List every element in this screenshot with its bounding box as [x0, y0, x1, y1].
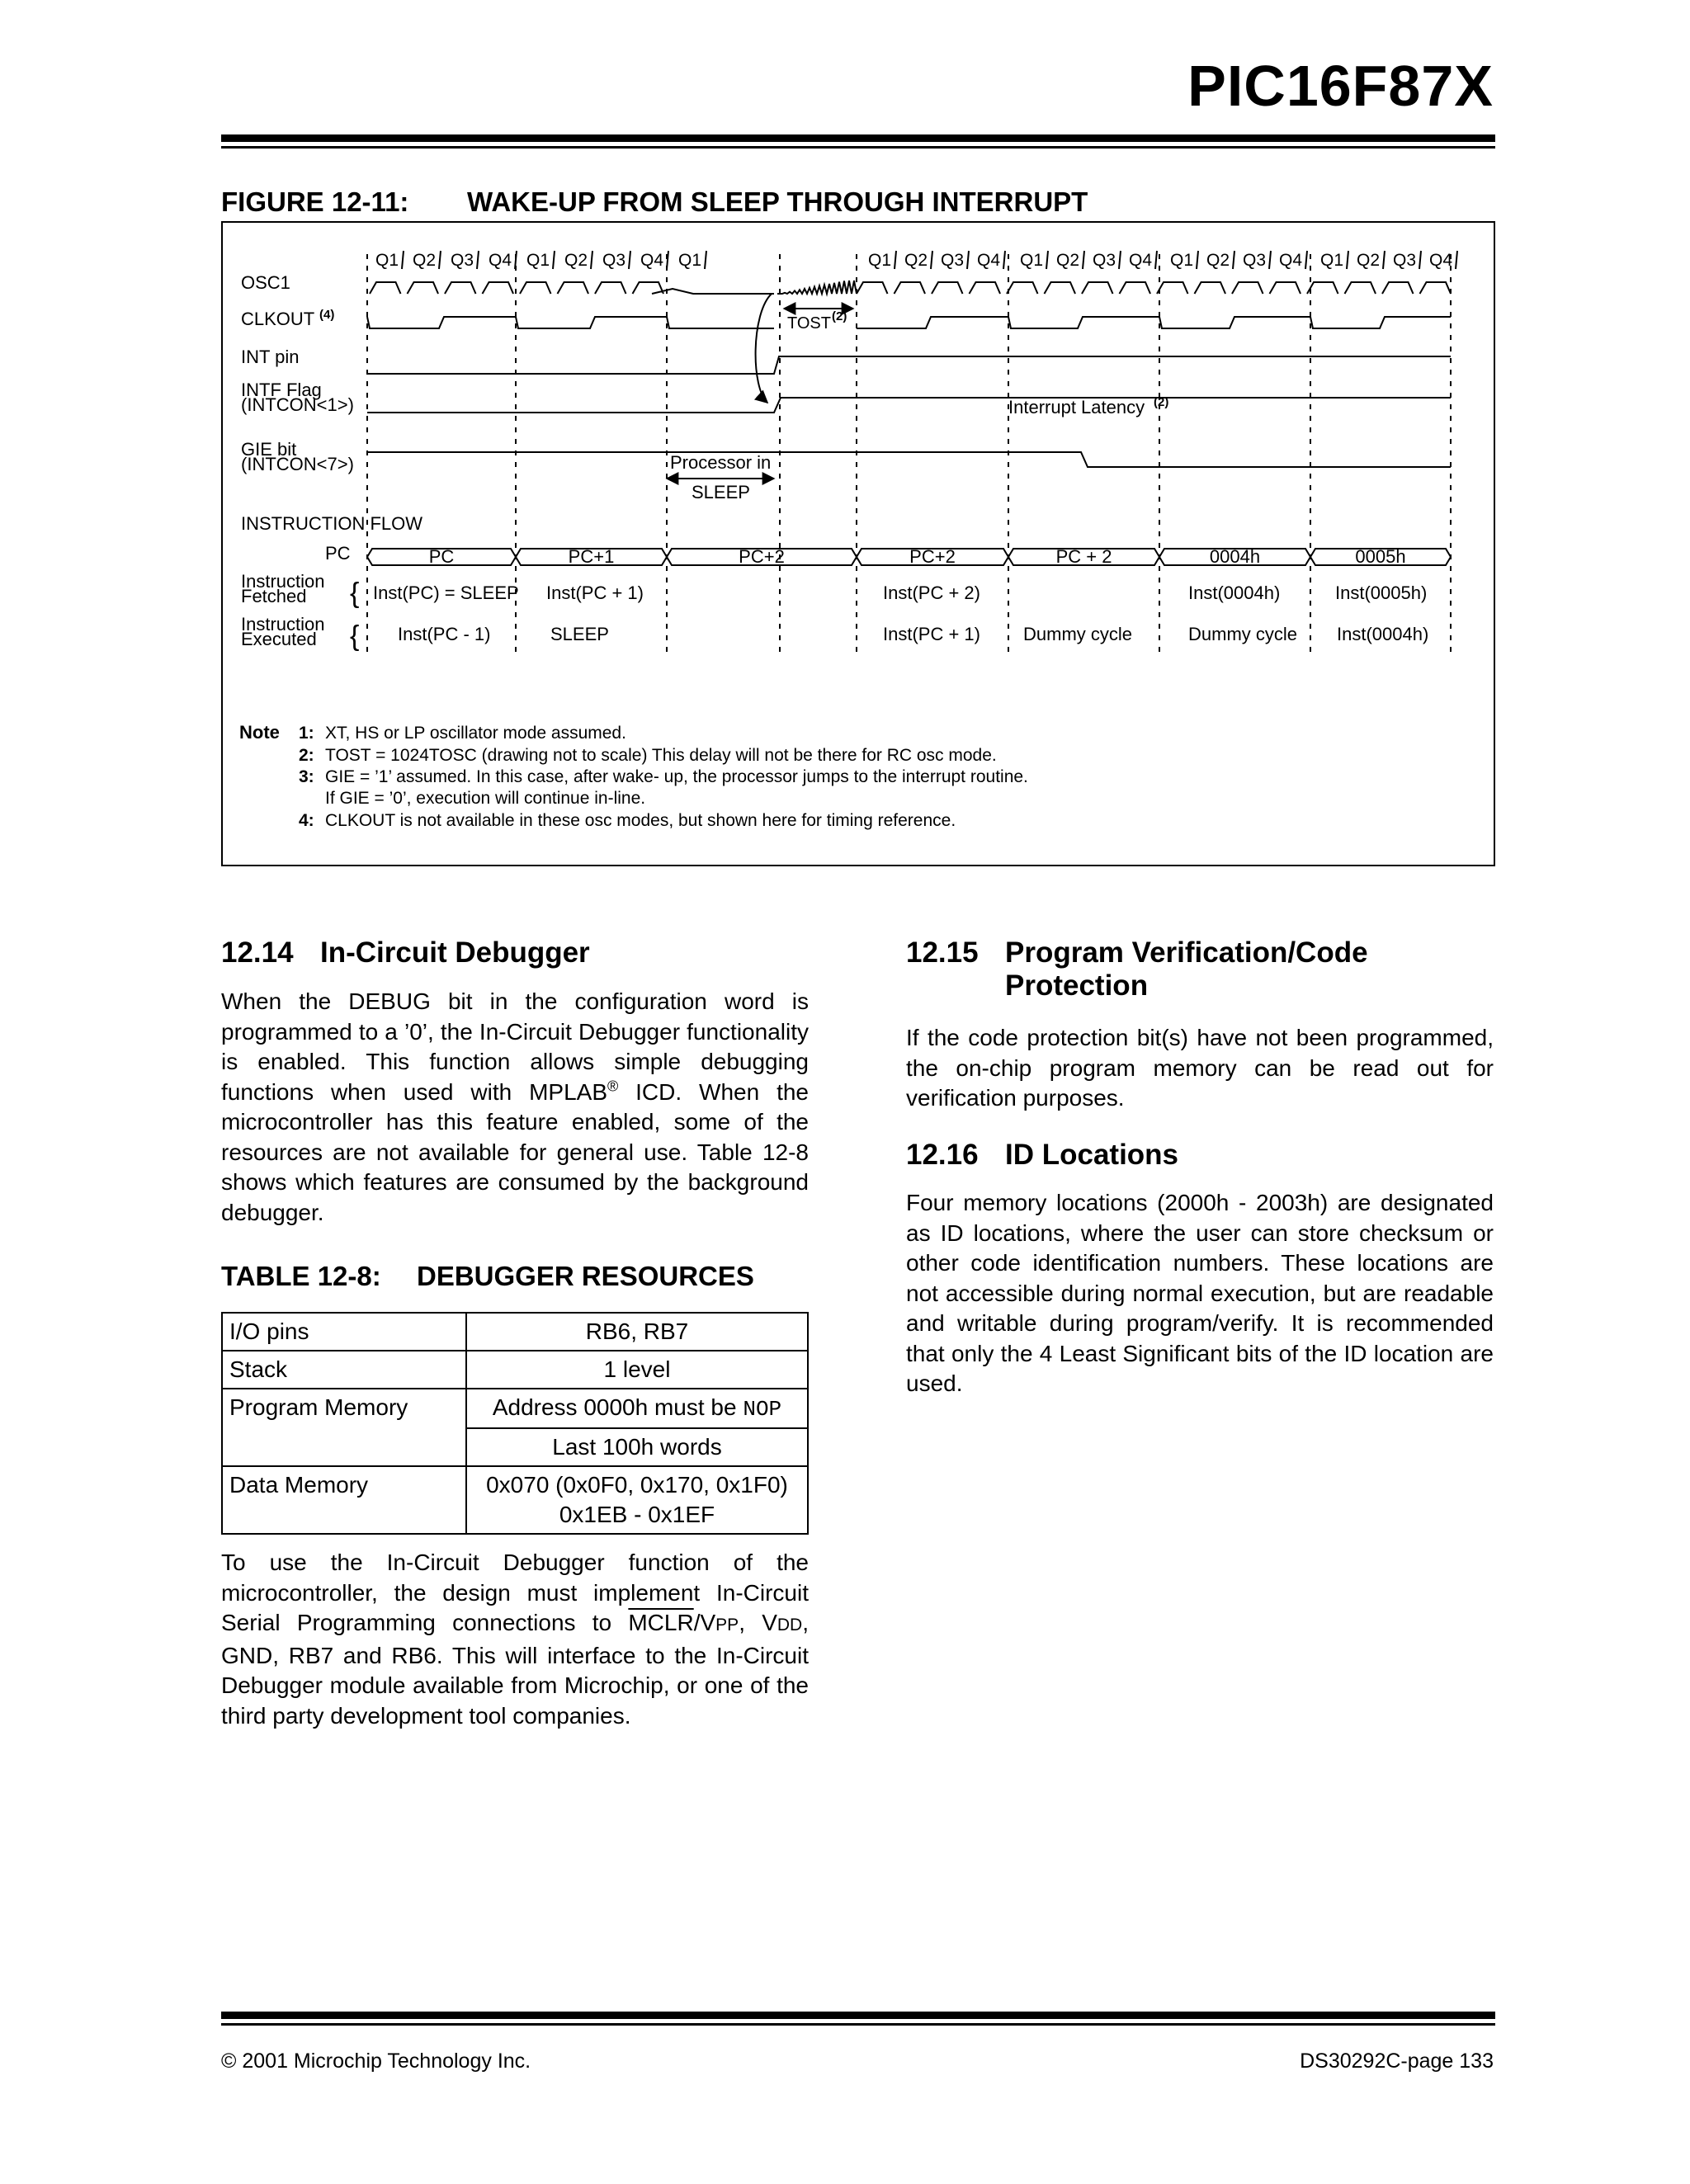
q-label: Q2: [904, 251, 928, 270]
q-label: Q4: [640, 251, 664, 270]
vpp-subscript: PP: [715, 1616, 739, 1634]
label-inst-exec-2: Executed: [241, 629, 317, 649]
note-text: XT, HS or LP oscillator mode assumed.: [325, 724, 626, 743]
label-inst-fetched-2: Fetched: [241, 586, 307, 606]
section-12-14-para2: [221, 1548, 809, 1731]
q-tick: [591, 251, 592, 269]
notes-label: Note: [239, 722, 280, 743]
q-label: Q4: [489, 251, 512, 270]
executed-instruction: Inst(0004h): [1337, 624, 1429, 644]
label-intf-reg: (INTCON<1>): [241, 394, 354, 415]
executed-row: [398, 624, 1428, 644]
gie-bit-waveform: [367, 452, 1451, 467]
clkout-path: [367, 317, 1451, 328]
q-label: Q1: [1320, 251, 1344, 270]
para-text: , V: [739, 1610, 777, 1635]
header-rule-thick: [221, 134, 1495, 142]
table-cell: I/O pins: [222, 1313, 466, 1351]
table-row: [222, 1389, 808, 1428]
table-cell: Last 100h words: [466, 1428, 808, 1466]
section-number: 12.15: [906, 936, 979, 969]
int-to-intf-arrow: [756, 294, 772, 403]
q-tick: [1155, 251, 1157, 269]
q-label: Q3: [602, 251, 626, 270]
interrupt-latency-sup: (2): [1154, 395, 1169, 409]
q-tick: [1046, 251, 1048, 269]
q-label: Q4: [1129, 251, 1153, 270]
q-label: Q4: [1429, 251, 1453, 270]
q-label: Q2: [564, 251, 588, 270]
para-text: /V: [693, 1610, 716, 1635]
q-label: Q2: [1206, 251, 1230, 270]
q-label: Q2: [1357, 251, 1381, 270]
table-cell: [466, 1466, 808, 1534]
q-tick: [1233, 251, 1234, 269]
note-key: 2:: [299, 746, 314, 765]
note-text: GIE = ’1’ assumed. In this case, after wake- up, the processor jumps to the interrupt routine.: [325, 767, 1028, 786]
cell-code: NOP: [743, 1397, 782, 1422]
pc-value: PC + 2: [1055, 546, 1112, 567]
pc-value: PC+1: [568, 546, 615, 567]
label-pc: PC: [325, 543, 351, 564]
section-number: 12.16: [906, 1139, 979, 1171]
table-title: DEBUGGER RESOURCES: [417, 1261, 754, 1291]
q-tick: [1456, 251, 1457, 269]
section-title-cont: Protection: [1005, 969, 1149, 1002]
executed-instruction: Dummy cycle: [1023, 624, 1133, 644]
pc-value: PC+2: [739, 546, 785, 567]
label-clkout: CLKOUT: [241, 309, 315, 329]
fetched-instruction: Inst(0005h): [1335, 583, 1428, 603]
table-cell: [466, 1389, 808, 1428]
q-label: Q1: [1020, 251, 1044, 270]
footer-rule-thin: [221, 2023, 1495, 2026]
q-tick: [477, 251, 479, 269]
section-title: Program Verification/Code: [1005, 936, 1368, 969]
q-label: Q3: [451, 251, 474, 270]
note-text: If GIE = ’0’, execution will continue in-line.: [325, 789, 646, 808]
q-label: Q1: [1170, 251, 1194, 270]
executed-brace: {: [350, 620, 360, 652]
timing-diagram: [223, 223, 1494, 865]
pc-value: 0005h: [1355, 546, 1406, 567]
label-gie-bit: GIE bit: [241, 439, 297, 460]
q-label: Q2: [413, 251, 437, 270]
registered-mark: ®: [607, 1078, 619, 1095]
label-clkout-sup: (4): [319, 308, 335, 322]
section-number: 12.14: [221, 936, 294, 969]
fetched-instruction: Inst(0004h): [1188, 583, 1281, 603]
q-tick: [967, 251, 969, 269]
label-inst-fetched-1: Instruction: [241, 571, 325, 592]
note-key: 4:: [299, 811, 314, 830]
tost-label: TOST: [787, 314, 831, 333]
q-tick: [1305, 251, 1307, 269]
processor-in-label: Processor in: [670, 452, 772, 473]
note-text: CLKOUT is not available in these osc modes, but shown here for timing reference.: [325, 811, 956, 830]
vdd-subscript: DD: [777, 1616, 803, 1634]
note-key: 3:: [299, 767, 314, 786]
page-header-title: PIC16F87X: [1187, 54, 1494, 118]
fetched-instruction: Inst(PC + 1): [546, 583, 644, 603]
clkout-waveform: [367, 317, 1451, 328]
figure-title: WAKE-UP FROM SLEEP THROUGH INTERRUPT: [467, 186, 1088, 217]
executed-instruction: Dummy cycle: [1188, 624, 1298, 644]
table-cell: Data Memory: [222, 1466, 466, 1534]
section-12-15-para: If the code protection bit(s) have not been programmed, the on-chip program memory can be read out for verification purposes.: [906, 1025, 1494, 1111]
q-tick: [1197, 251, 1198, 269]
q-tick: [931, 251, 932, 269]
fetched-instruction: Inst(PC + 2): [883, 583, 980, 603]
q-labels: [375, 251, 1457, 270]
table-row: [222, 1466, 808, 1534]
header-rule-thin: [221, 146, 1495, 149]
q-tick: [1383, 251, 1385, 269]
interrupt-latency-label: Interrupt Latency: [1008, 397, 1145, 417]
label-inst-exec-1: Instruction: [241, 614, 325, 634]
para-text: ICD. When the microcontroller has this feature enabled, some of the resources are not available for general use. Table 12-8 shows which features are consumed by the background debugger.: [221, 1078, 809, 1225]
debugger-resources-table: [221, 1312, 809, 1535]
q-tick: [1119, 251, 1121, 269]
figure-caption: [221, 186, 1088, 218]
table-cell: Program Memory: [222, 1389, 466, 1466]
executed-instruction: SLEEP: [550, 624, 609, 644]
q-tick: [1003, 251, 1005, 269]
label-int-pin: INT pin: [241, 347, 300, 367]
label-instruction-flow: INSTRUCTION FLOW: [241, 513, 422, 534]
section-12-15-heading: [906, 936, 1368, 1002]
q-label: Q1: [868, 251, 892, 270]
osc1-path: [370, 282, 1451, 294]
section-12-16-para: Four memory locations (2000h - 2003h) are designated as ID locations, where the user can store checksum or other code identification numbers. These locations are not accessible during normal execution, but are readable and writable during program/verify. It is recommended that only the 4 Least Significant bits of the ID location are used.: [906, 1190, 1494, 1396]
q-label: Q1: [526, 251, 550, 270]
section-title: ID Locations: [1005, 1139, 1179, 1171]
fetched-brace: {: [350, 578, 360, 609]
cell-text: Address 0000h must be: [492, 1394, 744, 1420]
q-tick: [629, 251, 630, 269]
cell-text: 0x1EB - 0x1EF: [559, 1502, 715, 1527]
q-label: Q3: [1093, 251, 1116, 270]
section-12-14-heading: [221, 936, 590, 969]
figure-number: FIGURE 12-11:: [221, 186, 409, 217]
section-title: In-Circuit Debugger: [320, 936, 590, 969]
note-text: TOST = 1024TOSC (drawing not to scale) This delay will not be there for RC osc mode.: [325, 746, 997, 765]
intf-flag-waveform: [367, 398, 1451, 413]
table-cell: Stack: [222, 1351, 466, 1389]
table-cell: 1 level: [466, 1351, 808, 1389]
para-text: To use the In-Circuit Debugger function of the microcontroller, the design must implement In-Circuit Serial Programming connections to: [221, 1550, 809, 1635]
q-label: Q4: [1279, 251, 1303, 270]
mclr-signal: MCLR: [628, 1610, 694, 1635]
note-key: 1:: [299, 724, 314, 743]
osc1-waveform: [370, 281, 1451, 294]
q-tick: [1269, 251, 1271, 269]
executed-instruction: Inst(PC + 1): [883, 624, 980, 644]
para-text: , GND, RB7 and RB6. This will interface to the In-Circuit Debugger module available from Microchip, or one of the third party development tool companies.: [221, 1610, 809, 1729]
label-osc1: OSC1: [241, 272, 290, 293]
para-text: When the DEBUG bit in the configuration word is programmed to a ’0’, the In-Circuit Debugger functionality is enabled. This function allows simple debugging functions when used with MPLAB: [221, 988, 809, 1105]
pc-value: PC+2: [909, 546, 956, 567]
q-tick: [402, 251, 404, 269]
pc-value: PC: [428, 546, 455, 567]
table-caption: [221, 1261, 754, 1292]
sleep-label: SLEEP: [692, 482, 750, 502]
section-12-14-para1: [221, 987, 809, 1228]
q-tick: [895, 251, 896, 269]
pc-values: [429, 546, 1406, 567]
q-tick: [1419, 251, 1421, 269]
fetched-instruction: Inst(PC) = SLEEP: [373, 583, 519, 603]
footer-copyright: © 2001 Microchip Technology Inc.: [221, 2050, 531, 2073]
q-tick: [553, 251, 555, 269]
q-tick: [1347, 251, 1348, 269]
q-label: Q1: [678, 251, 702, 270]
tost-sup: (2): [832, 309, 847, 323]
q-label: Q4: [977, 251, 1001, 270]
table-number: TABLE 12-8:: [221, 1261, 381, 1291]
label-gie-reg: (INTCON<7>): [241, 454, 354, 474]
footer-rule-thick: [221, 2012, 1495, 2019]
q-label: Q3: [941, 251, 965, 270]
q-tick: [439, 251, 441, 269]
footer-page-number: DS30292C-page 133: [1300, 2050, 1494, 2073]
q-tick: [1083, 251, 1084, 269]
q-label: Q2: [1056, 251, 1080, 270]
section-12-16-heading: [906, 1139, 1178, 1172]
int-pin-waveform: [367, 356, 1451, 374]
osc-startup: [777, 281, 857, 294]
q-label: Q1: [375, 251, 399, 270]
notes-list: [299, 724, 1028, 830]
executed-instruction: Inst(PC - 1): [398, 624, 491, 644]
fetched-row: [373, 583, 1427, 603]
q-label: Q3: [1393, 251, 1417, 270]
table-row: [222, 1313, 808, 1351]
pc-value: 0004h: [1209, 546, 1261, 567]
cell-text: 0x070 (0x0F0, 0x170, 0x1F0): [486, 1472, 788, 1498]
q-tick: [705, 251, 706, 269]
label-intf-flag: INTF Flag: [241, 380, 322, 400]
q-label: Q3: [1243, 251, 1267, 270]
table-row: [222, 1351, 808, 1389]
table-cell: RB6, RB7: [466, 1313, 808, 1351]
